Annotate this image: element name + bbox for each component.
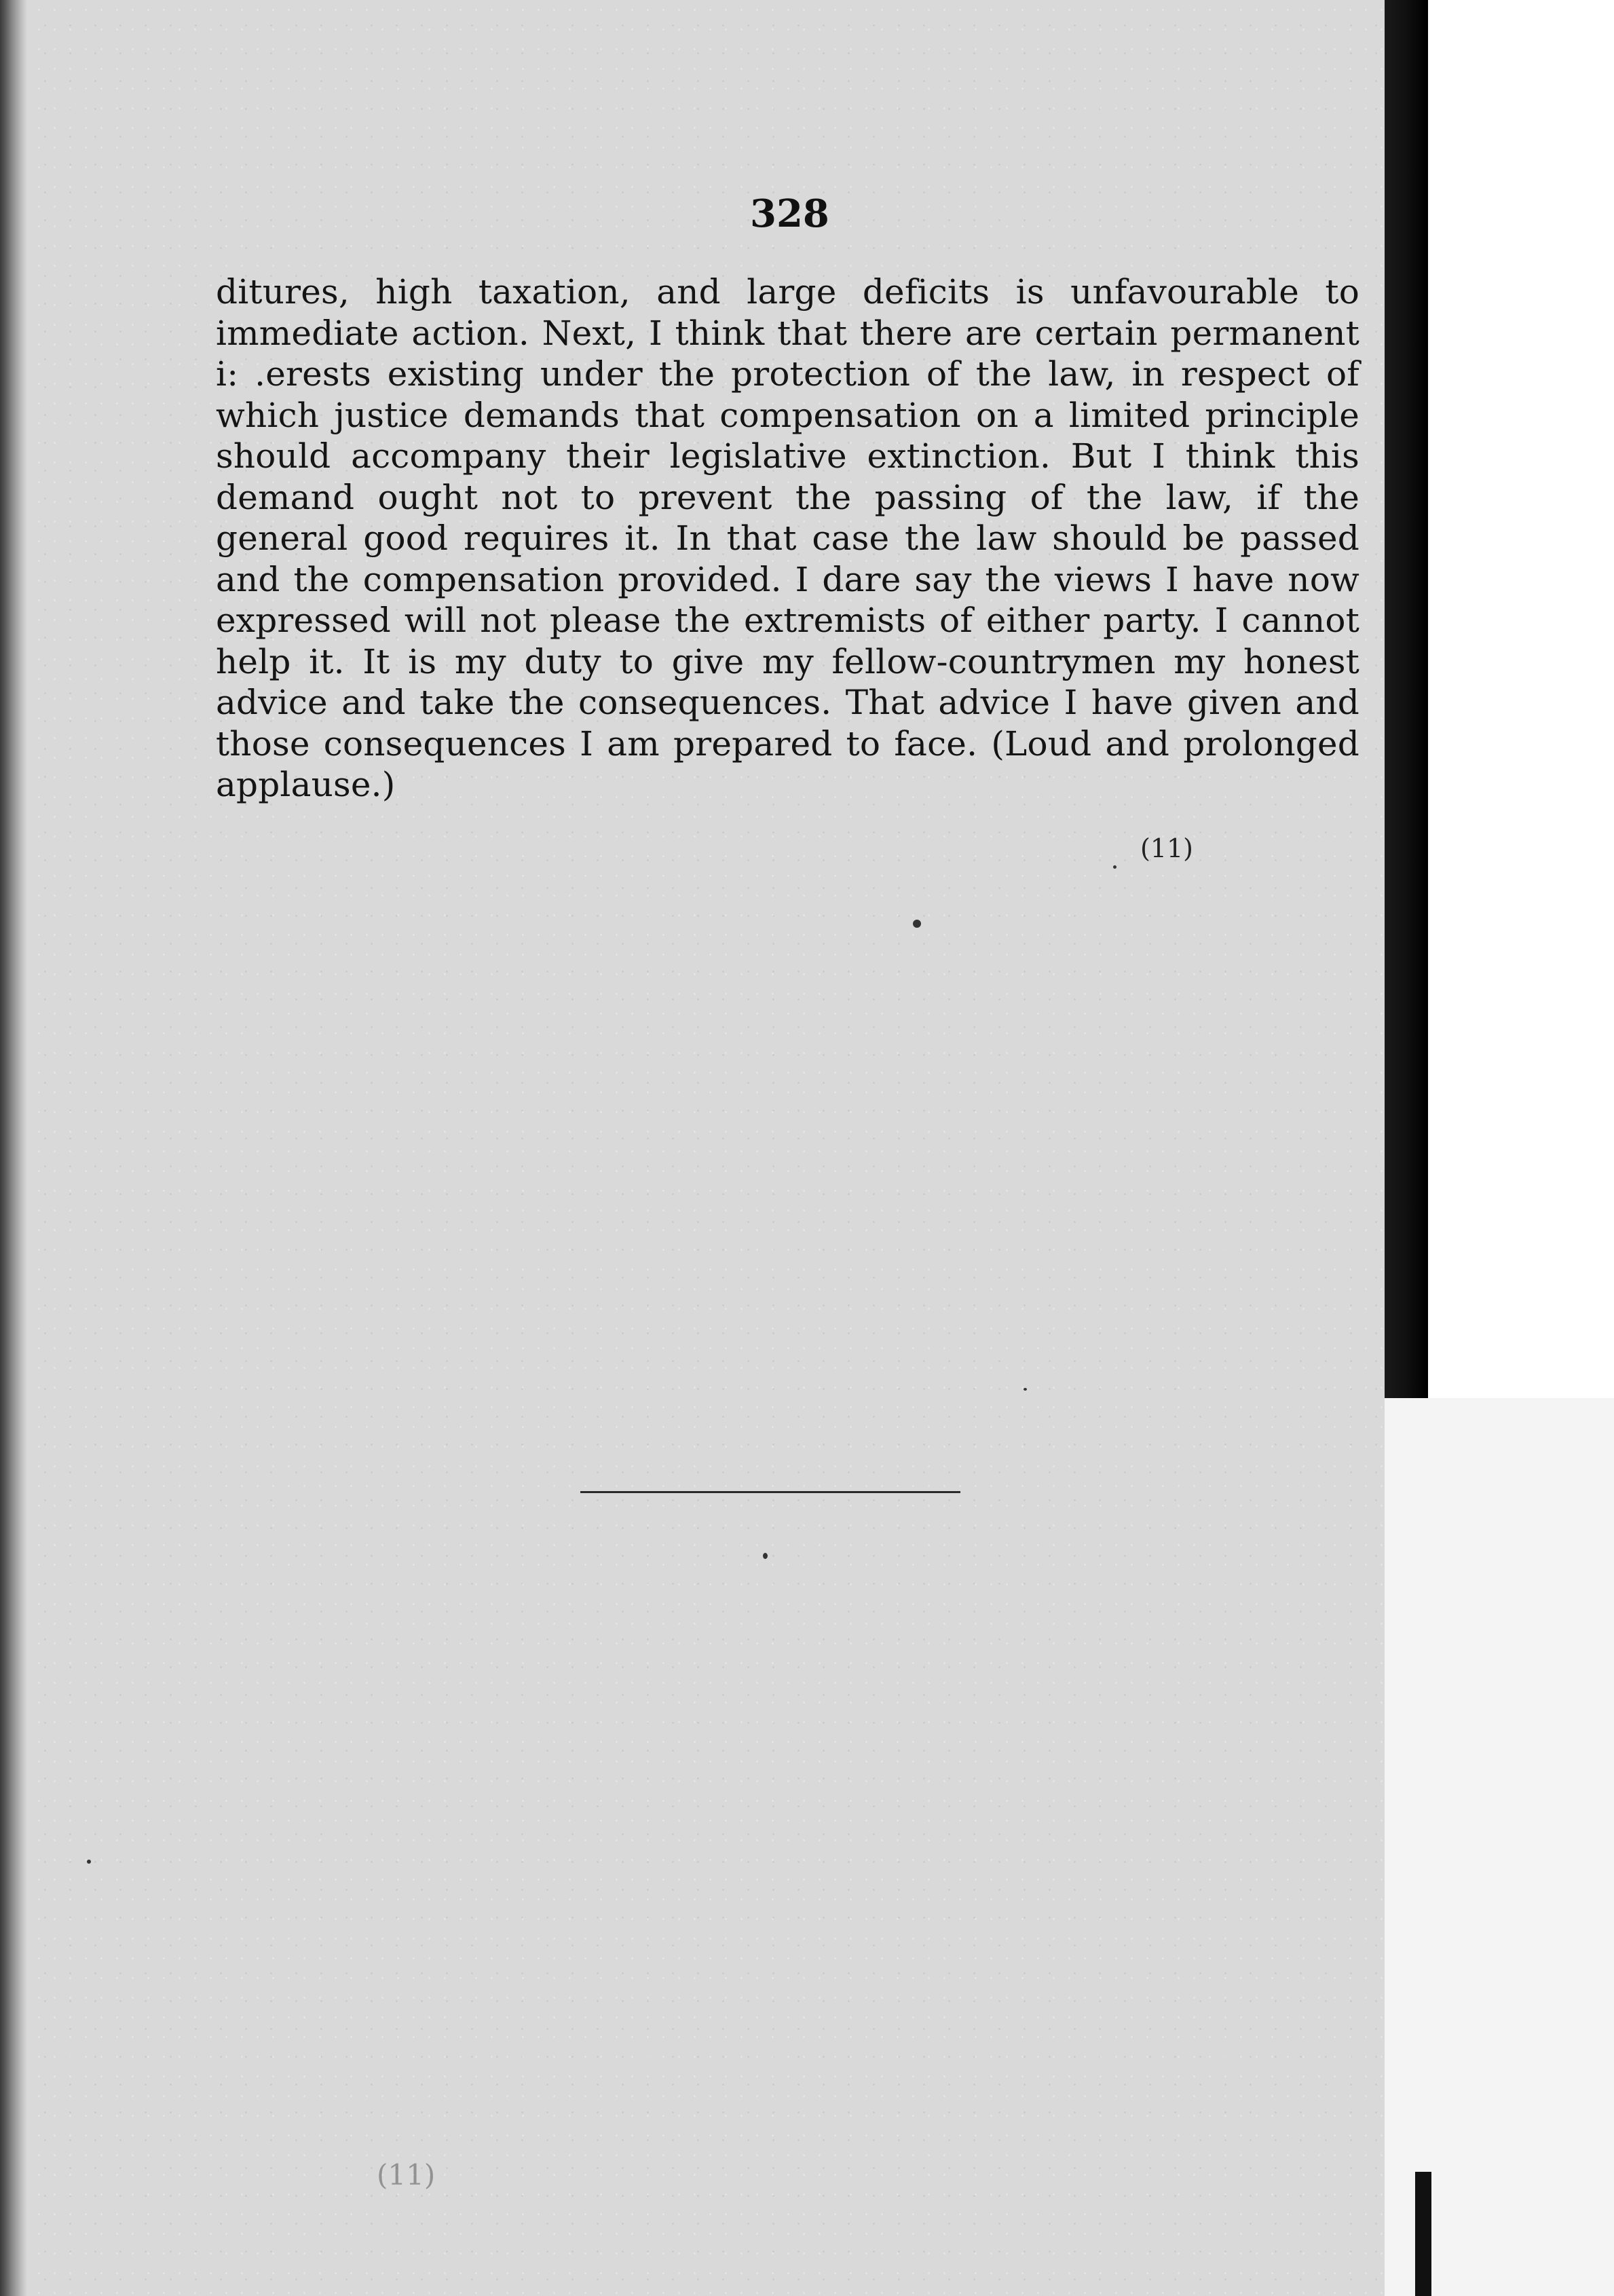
body-paragraph [216,271,1359,806]
ink-speck [763,1553,768,1559]
ink-speck [1113,865,1116,869]
scan-edge-bar [1415,2172,1431,2296]
paragraph-text: ditures, high taxation, and large deficits is unfavourable to immediate action. Next, I think that there are certain permanent i: .erests existing under the protection of the law, in respect of which justice demands that compensation on a limited principle should accompany their legislative extinction. But I think this demand ought not to prevent the passing of the law, if the general good requires it. In that case the law should be passed and the compensation provided. I dare say the views I have now expressed will not please the extremists of either party. I cannot help it. It is my duty to give my fellow-countrymen my honest advice and take the consequences. That advice I have given and those consequences I am prepared to face. (Loud and prolonged applause.) [216,272,1359,804]
ink-speck [913,920,921,928]
footnote-marker: (11) [1140,833,1194,863]
section-divider-rule [580,1491,960,1493]
page-binding-edge [0,0,27,2296]
page-number: 328 [750,191,829,236]
bottom-faded-marker: (11) [377,2158,436,2191]
ink-speck [1024,1388,1027,1391]
scan-background-lower [1385,1398,1614,2296]
ink-speck [87,1860,91,1864]
